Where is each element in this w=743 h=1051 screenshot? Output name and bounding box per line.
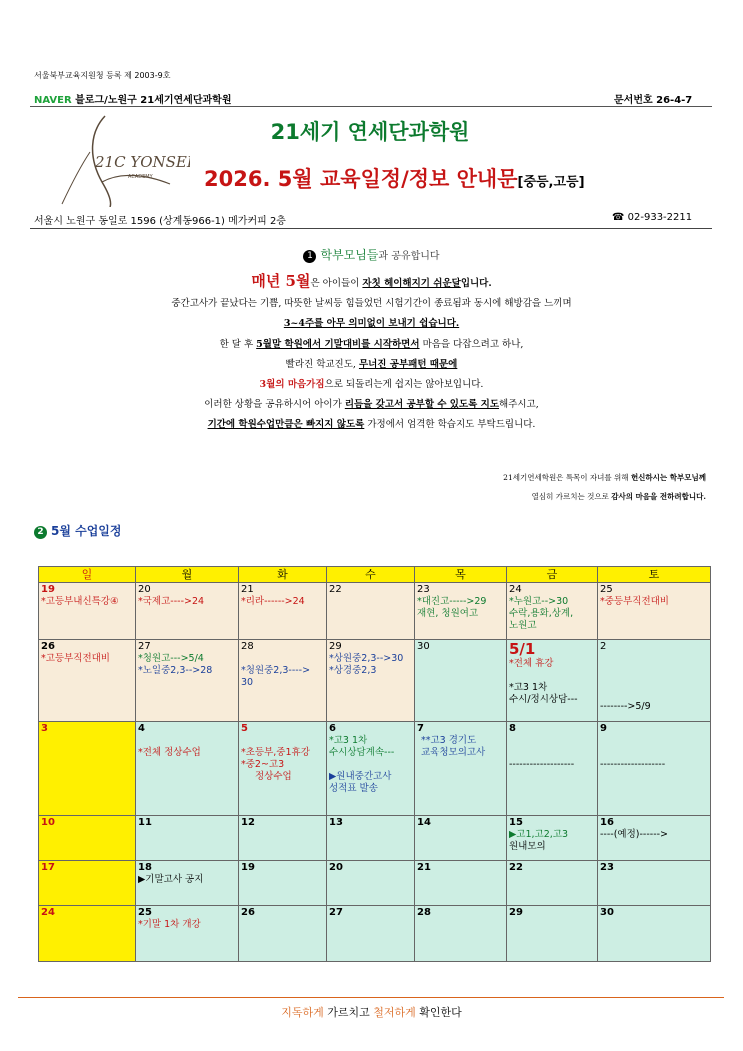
svg-text:ACADEMY: ACADEMY	[128, 174, 153, 180]
weekday-mon: 월	[136, 567, 239, 583]
weekday-sat: 토	[598, 567, 711, 583]
calendar-day: 29	[507, 906, 598, 962]
calendar-day: 9 -------------------	[598, 722, 711, 816]
academy-logo	[50, 112, 190, 207]
svg-text:21C YONSEI: 21C YONSEI	[95, 153, 190, 171]
calendar-day: 19	[239, 861, 327, 906]
calendar-day: 19 *고등부내신특강④	[39, 583, 136, 640]
calendar-day: 4 *전체 정상수업	[136, 722, 239, 816]
notice-title: 2026. 5월 교육일정/정보 안내문[중등,고등]	[204, 167, 585, 191]
weekday-wed: 수	[327, 567, 415, 583]
section-number-badge: 2	[34, 526, 47, 539]
calendar-day: 12	[239, 816, 327, 861]
calendar-day: 14	[415, 816, 507, 861]
section-1-heading: 1 학부모님들과 공유합니다	[0, 246, 743, 263]
weekday-sun: 일	[39, 567, 136, 583]
footer-motto: 지독하게 가르치고 철저하게 확인한다	[281, 1006, 462, 1019]
calendar-day: 10	[39, 816, 136, 861]
calendar-day: 21 *리라------>24	[239, 583, 327, 640]
calendar-week-3	[39, 722, 711, 816]
blog-label[interactable]	[34, 91, 231, 106]
calendar-day: 24	[39, 906, 136, 962]
calendar-weekday-row	[39, 567, 711, 583]
calendar-day: 29 *상원중2,3-->30 *상경중2,3	[327, 640, 415, 722]
body-line-2: 중간고사가 끝났다는 기쁨, 따뜻한 날씨등 힘들었던 시험기간이 종료됨과 동시에 해방감을 느끼며	[171, 298, 572, 310]
body-line-5: 빨라진 학교진도, 무너진 공부패턴 때문에	[285, 358, 458, 370]
calendar-day: 26	[239, 906, 327, 962]
registration-number: 서울북부교육지원청 등록 제 2003-9호	[34, 71, 171, 80]
calendar-day: 18 ▶기말고사 공지	[136, 861, 239, 906]
calendar-week-5	[39, 861, 711, 906]
section-number-badge: 1	[303, 250, 316, 263]
phone-number: ☎ 02-933-2211	[612, 212, 693, 223]
calendar-day: 24 *누원고-->30 수락,용화,상계, 노원고	[507, 583, 598, 640]
closing-note	[400, 468, 706, 506]
may-calendar	[38, 566, 711, 962]
footer-divider	[18, 997, 724, 998]
weekday-tue: 화	[239, 567, 327, 583]
body-line-8: 기간에 학원수업만큼은 빠지지 않도록 가정에서 엄격한 학습지도 부탁드립니다.	[207, 419, 536, 431]
calendar-day: 23	[598, 861, 711, 906]
calendar-week-1	[39, 583, 711, 640]
calendar-day: 27	[327, 906, 415, 962]
calendar-day: 28	[415, 906, 507, 962]
calendar-day: 21	[415, 861, 507, 906]
notice-title-sub: [중등,고등]	[517, 175, 585, 190]
calendar-day: 5 *초등부,중1휴강 *중2~고3 정상수업	[239, 722, 327, 816]
academy-title: 21세기 연세단과학원	[270, 120, 470, 144]
weekday-thu: 목	[415, 567, 507, 583]
address-divider	[30, 228, 712, 229]
blog-name: 블로그/노원구 21세기연세단과학원	[71, 95, 232, 106]
calendar-day: 23 *대진고----->29 재현, 청원여고	[415, 583, 507, 640]
calendar-week-2	[39, 640, 711, 722]
body-line-6: 3월의 마음가짐으로 되돌리는게 쉽지는 않아보입니다.	[259, 379, 484, 391]
calendar-day: 6 *고3 1차 수시상담계속--- ▶원내중간고사 성적표 발송	[327, 722, 415, 816]
calendar-day: 16 ----(예정)------>	[598, 816, 711, 861]
notice-body	[40, 271, 703, 436]
calendar-day: 20 *국제고---->24	[136, 583, 239, 640]
calendar-day: 7 **고3 경기도 교육청모의고사	[415, 722, 507, 816]
body-line-7: 이러한 상황을 공유하시어 아이가 리듬을 갖고서 공부할 수 있도록 지도해주시고,	[204, 399, 539, 411]
calendar-day: 30	[415, 640, 507, 722]
document-number: 문서번호 26-4-7	[614, 95, 693, 106]
calendar-day: 20	[327, 861, 415, 906]
calendar-day: 27 *청원고--->5/4 *노일중2,3-->28	[136, 640, 239, 722]
calendar-day: 25 *중등부직전대비	[598, 583, 711, 640]
calendar-week-6	[39, 906, 711, 962]
closing-note-line-1: 21세기연세학원은 특목이 자녀를 위해 헌신하시는 학부모님께	[503, 473, 706, 482]
calendar-day: 13	[327, 816, 415, 861]
address: 서울시 노원구 동일로 1596 (상계동966-1) 메가커피 2층	[34, 216, 286, 227]
naver-label: NAVER	[34, 95, 72, 106]
body-line-4: 한 달 후 5월말 학원에서 기말대비를 시작하면서 마음을 다잡으려고 하나,	[219, 338, 524, 350]
body-line-1: 매년 5월은 아이들이 자칫 헤이해지기 쉬운달입니다.	[251, 272, 492, 290]
calendar-day: 26 *고등부직전대비	[39, 640, 136, 722]
calendar-day: 2 -------->5/9	[598, 640, 711, 722]
closing-note-line-2: 열심히 가르치는 것으로 감사의 마음을 전하려합니다.	[531, 492, 706, 501]
calendar-day: 22	[507, 861, 598, 906]
body-line-3: 3~4주를 아무 의미없이 보내기 쉽습니다.	[283, 318, 460, 330]
calendar-day: 25 *기말 1차 개강	[136, 906, 239, 962]
calendar-day: 3	[39, 722, 136, 816]
calendar-day: 28 *청원중2,3----> 30	[239, 640, 327, 722]
weekday-fri: 금	[507, 567, 598, 583]
section-2-heading: 2 5월 수업일정	[34, 522, 122, 539]
calendar-day: 17	[39, 861, 136, 906]
header-divider	[30, 106, 712, 107]
calendar-day: 8 -------------------	[507, 722, 598, 816]
calendar-week-4	[39, 816, 711, 861]
calendar-day: 22	[327, 583, 415, 640]
calendar-day: 5/1 *전체 휴강 *고3 1차 수시/정시상담---	[507, 640, 598, 722]
calendar-day: 15 ▶고1,고2,고3 원내모의	[507, 816, 598, 861]
calendar-day: 11	[136, 816, 239, 861]
handwritten-text: 과 공유합니다	[378, 251, 440, 262]
calendar-day: 30	[598, 906, 711, 962]
